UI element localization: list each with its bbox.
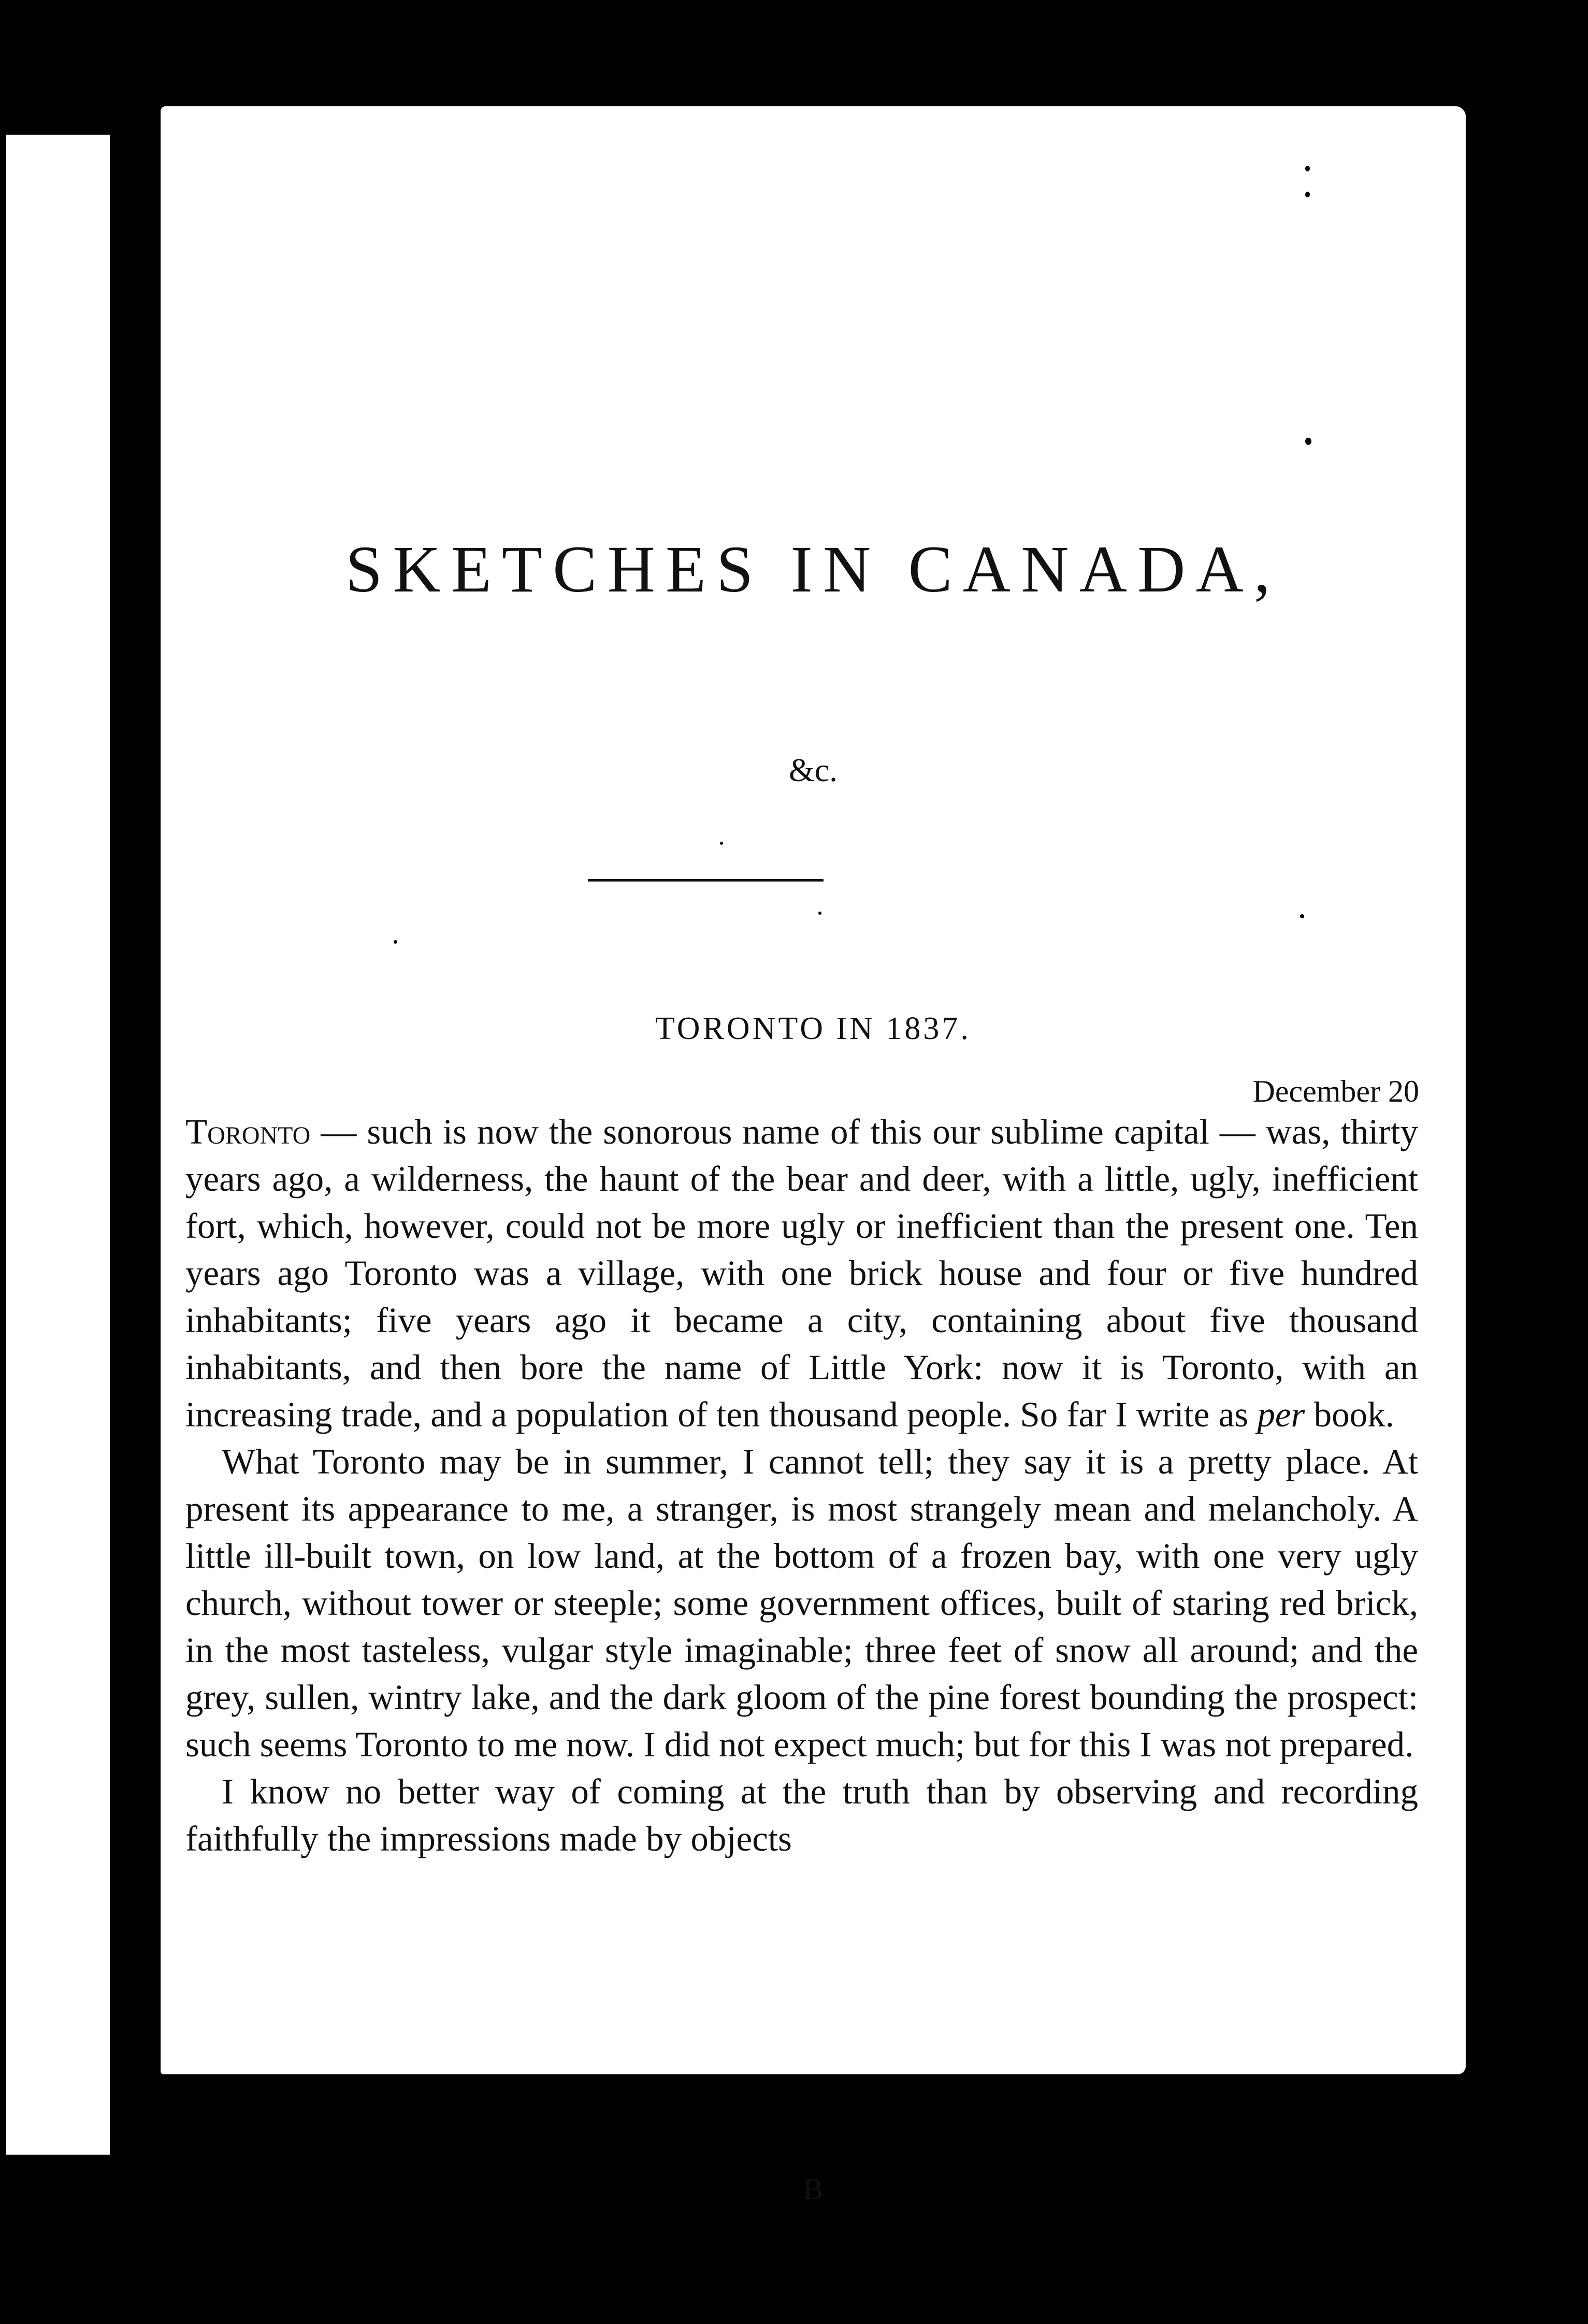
ink-speck [394,940,397,944]
paragraph-tail: book. [1305,1395,1394,1434]
ink-speck [1305,438,1311,445]
book-title: SKETCHES IN CANADA, [345,532,1281,606]
ink-speck [720,842,723,845]
paragraph: What Toronto may be in summer, I cannot tell; they say it is a pretty place. At present its appearance to me, a stranger, is most strangely mean and melancholy. A little ill-built town, on low land, at the bottom of a frozen bay, with one very ugly church, without tower or steeple; some government offices, built of staring red brick, in the most tasteless, vulgar style imaginable; three feet of snow all around; and the grey, sullen, wintry lake, and the dark gloom of the pine forest bounding the prospect: such seems Toronto to me now. I did not expect much; but for this I was not prepared. [185,1442,1418,1764]
signature-mark: B [803,2172,824,2206]
title-subtitle: &c. [788,752,838,788]
ink-speck [767,2090,770,2093]
dateline: December 20 [1252,1074,1419,1108]
italic-word: per [1257,1395,1305,1434]
paragraph-text: — such is now the sonorous name of this our sublime capital — was, thirty years ago, a wilderness, the haunt of the bear and deer, with a little, ugly, inefficient fort, which, however, could not be more ugly or inefficient than the present one. Ten years ago Toronto was a village, with one brick house and four or five hundred inhabitants; five years ago it became a city, containing about five thousand inhabitants, and then bore the name of Little York: now it is Toronto, with an increasing trade, and a population of ten thousand people. So far I write as [185,1112,1418,1434]
section-heading: TORONTO IN 1837. [655,1011,971,1046]
paragraph: I know no better way of coming at the truth than by observing and recording faithfully the impressions made by objects [185,1772,1418,1858]
paragraph-lead-word: Toronto [185,1112,311,1151]
ink-speck [818,912,821,915]
ink-speck [1305,192,1310,197]
ink-speck [1300,914,1304,918]
paragraph [185,1108,1418,1438]
body-text [185,1108,1418,1863]
left-page-edge [6,135,110,2155]
ink-speck [1305,166,1310,171]
title-rule [588,879,824,882]
book-page [161,106,1466,2206]
